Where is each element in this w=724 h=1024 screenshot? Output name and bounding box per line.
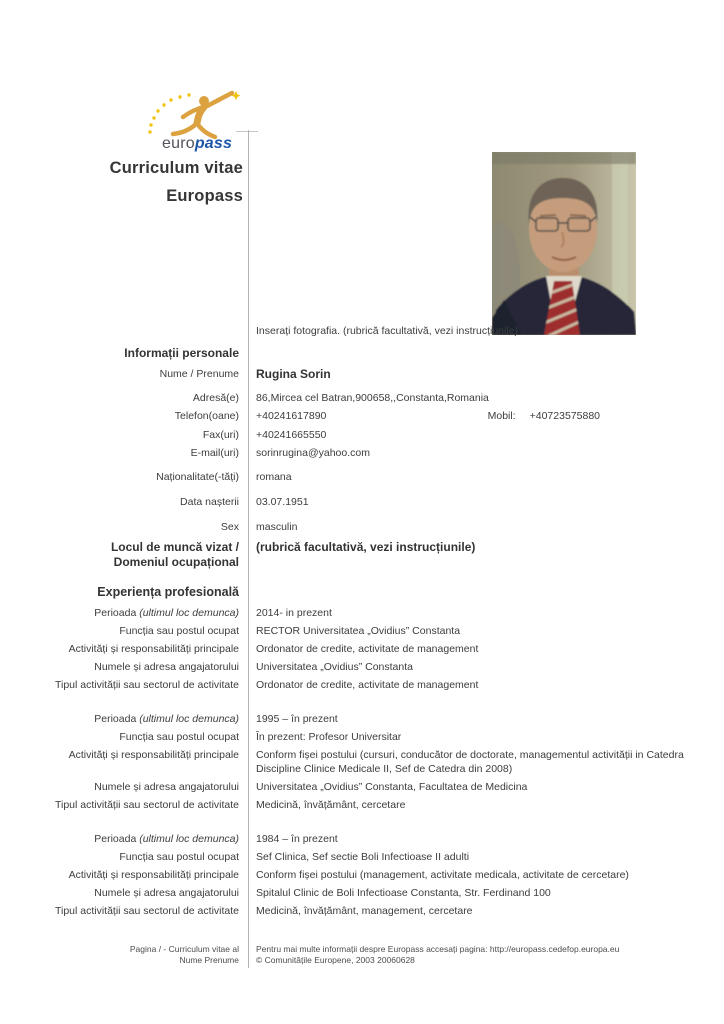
exp2-sector: Medicină, învățământ, cercetare (256, 799, 406, 811)
exp3-employer-row (0, 886, 724, 904)
position-label: Funcția sau postul ocupat (119, 625, 239, 637)
europass-logo (140, 88, 260, 158)
sex-label: Sex (220, 521, 239, 533)
exp1-sector: Ordonator de credite, activitate de management (256, 679, 479, 691)
exp2-sector-row (0, 798, 724, 816)
sex-row (0, 520, 724, 538)
exp3-sector: Medicină, învățământ, management, cercetare (256, 905, 473, 917)
job-target-row (0, 540, 724, 570)
period-note: (ultimul loc demunca) (139, 713, 239, 725)
birthdate-value: 03.07.1951 (256, 496, 309, 508)
phone-label: Telefon(oane) (174, 410, 239, 422)
job-target-label-line1: Locul de muncă vizat / (110, 540, 239, 554)
phone-value: +40241617890 (256, 410, 327, 422)
exp1-activities-row (0, 642, 724, 660)
activities-label: Activități și responsabilități principale (68, 749, 239, 761)
experience-heading: Experiența profesională (97, 585, 239, 599)
exp2-position: În prezent: Profesor Universitar (256, 731, 402, 743)
logo-euro-text: euro (162, 135, 195, 152)
exp2-activities-row (0, 748, 724, 776)
footer-page-info: Pagina / - Curriculum vitae al (129, 944, 239, 954)
personal-info-heading: Informații personale (124, 346, 239, 360)
employer-label: Numele și adresa angajatorului (94, 887, 239, 899)
address-row (0, 391, 724, 409)
logo-pass-text: pass (194, 135, 233, 152)
exp1-position-row (0, 624, 724, 642)
period-label: Perioada (94, 607, 137, 619)
exp1-position: RECTOR Universitatea „Ovidius” Constanta (256, 625, 461, 637)
exp2-period: 1995 – în prezent (256, 713, 338, 725)
job-target-label-line2: Domeniul ocupațional (113, 555, 239, 569)
period-label: Perioada (94, 833, 137, 845)
page-footer (0, 944, 724, 966)
phone-row (0, 409, 724, 427)
nationality-value: romana (256, 471, 292, 483)
exp2-employer: Universitatea „Ovidius” Constanta, Facultatea de Medicina (256, 781, 528, 793)
employer-label: Numele și adresa angajatorului (94, 781, 239, 793)
nationality-row (0, 470, 724, 488)
period-label: Perioada (94, 713, 137, 725)
footer-copyright: © Comunitățile Europene, 2003 20060628 (256, 955, 415, 965)
page-title (0, 154, 248, 210)
exp3-period-row (0, 832, 724, 850)
email-value: sorinrugina@yahoo.com (256, 447, 370, 459)
footer-europass-url: Pentru mai multe informații despre Europass accesați pagina: http://europass.cedefop.europa.eu (256, 944, 620, 954)
experience-heading-row (0, 585, 724, 603)
photo-caption: Inserați fotografia. (rubrică facultativă, vezi instrucțiunile) (256, 325, 519, 337)
exp2-employer-row (0, 780, 724, 798)
mobile-value: +40723575880 (529, 410, 600, 422)
exp1-sector-row (0, 678, 724, 696)
address-value: 86,Mircea cel Batran,900658,,Constanta,Romania (256, 392, 489, 404)
birthdate-row (0, 495, 724, 513)
period-note: (ultimul loc demunca) (139, 833, 239, 845)
activities-label: Activități și responsabilități principale (68, 643, 239, 655)
exp3-activities: Conform fișei postului (management, activitate medicala, activitate de cercetare) (256, 869, 629, 881)
exp3-employer: Spitalul Clinic de Boli Infectioase Constanta, Str. Ferdinand 100 (256, 887, 551, 899)
job-target-value: (rubrică facultativă, vezi instrucțiunile) (256, 540, 476, 554)
sector-label: Tipul activității sau sectorul de activitate (54, 679, 239, 691)
birthdate-label: Data nașterii (180, 496, 239, 508)
name-row (0, 367, 724, 385)
cv-content (0, 320, 724, 922)
exp1-period-row (0, 606, 724, 624)
exp2-activities: Conform fișei postului (cursuri, conducător de doctorate, managementul activității in Catedra Discipline Clinice Medicale II, Sef de Catedra din 2008) (256, 749, 684, 775)
employer-label: Numele și adresa angajatorului (94, 661, 239, 673)
sex-value: masculin (256, 521, 298, 533)
exp1-employer-row (0, 660, 724, 678)
fax-value: +40241665550 (256, 429, 327, 441)
personal-info-heading-row (0, 346, 724, 364)
name-label: Nume / Prenume (159, 368, 239, 380)
photo-caption-row (0, 324, 724, 342)
page-title-line1: Curriculum vitae (109, 159, 243, 177)
email-label: E-mail(uri) (190, 447, 239, 459)
period-note: (ultimul loc demunca) (139, 607, 239, 619)
exp1-period: 2014- in prezent (256, 607, 332, 619)
mobile-label: Mobil: (487, 410, 516, 422)
footer-name-placeholder: Nume Prenume (179, 955, 239, 965)
name-value: Rugina Sorin (256, 367, 331, 381)
address-label: Adresă(e) (192, 392, 239, 404)
exp3-sector-row (0, 904, 724, 922)
nationality-label: Naționalitate(-tăți) (156, 471, 239, 483)
exp3-activities-row (0, 868, 724, 886)
europass-logo-text (162, 135, 232, 153)
sector-label: Tipul activității sau sectorul de activitate (54, 905, 239, 917)
exp3-period: 1984 – în prezent (256, 833, 338, 845)
position-label: Funcția sau postul ocupat (119, 851, 239, 863)
fax-row (0, 428, 724, 446)
exp3-position-row (0, 850, 724, 868)
exp2-position-row (0, 730, 724, 748)
logo-rule (236, 131, 258, 132)
email-row (0, 446, 724, 464)
fax-label: Fax(uri) (202, 429, 239, 441)
page-title-line2: Europass (166, 187, 243, 205)
exp1-activities: Ordonator de credite, activitate de management (256, 643, 479, 655)
position-label: Funcția sau postul ocupat (119, 731, 239, 743)
exp3-position: Sef Clinica, Sef sectie Boli Infectioase II adulti (256, 851, 470, 863)
activities-label: Activități și responsabilități principale (68, 869, 239, 881)
exp2-period-row (0, 712, 724, 730)
sector-label: Tipul activității sau sectorul de activitate (54, 799, 239, 811)
exp1-employer: Universitatea „Ovidius” Constanta (256, 661, 413, 673)
profile-photo (492, 152, 636, 335)
